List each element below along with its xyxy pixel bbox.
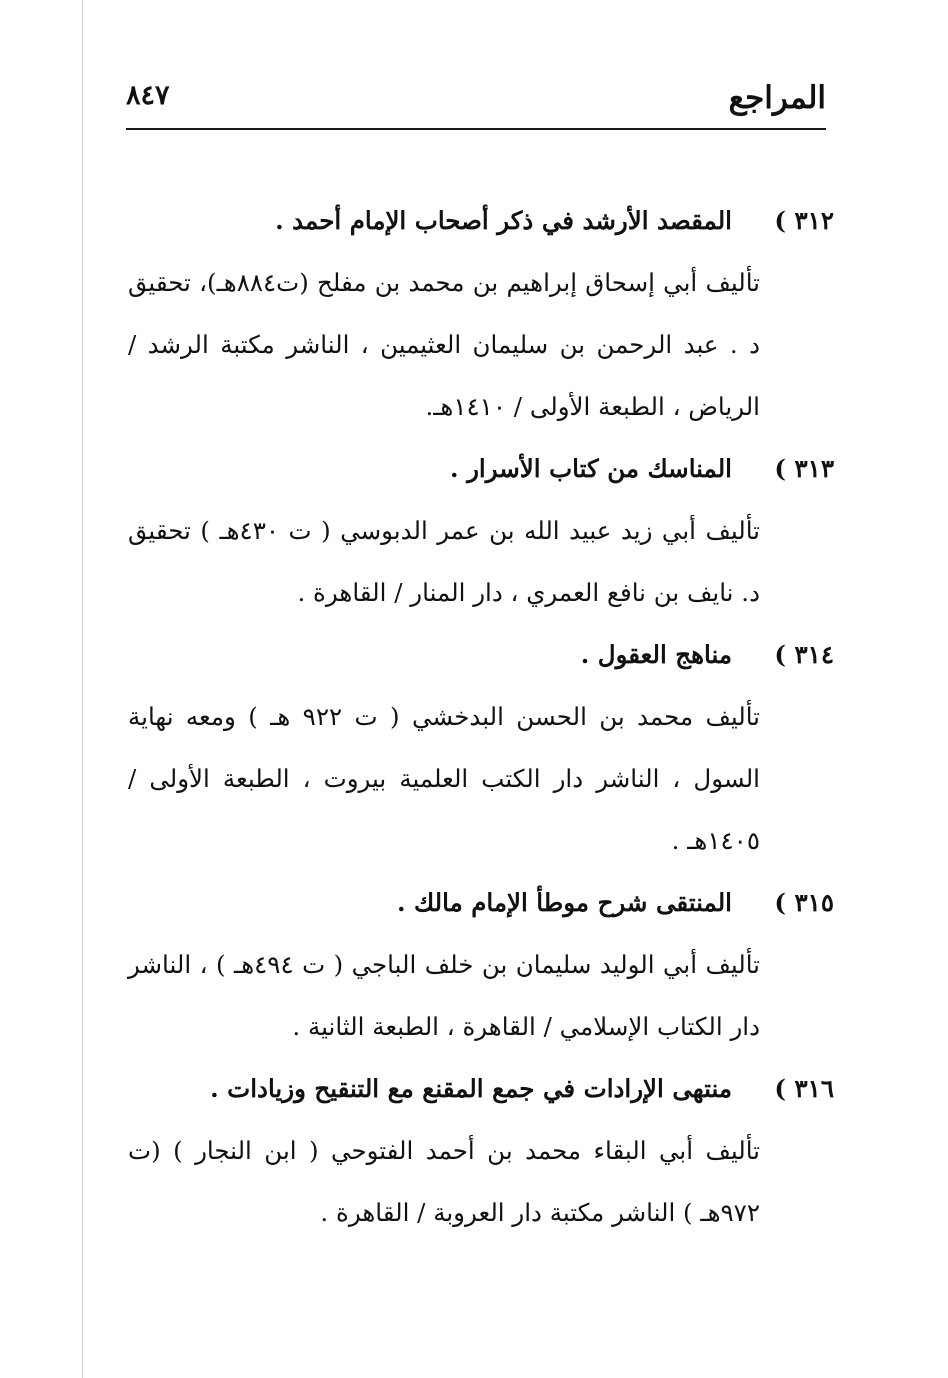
page-number: ٨٤٧ [126, 80, 170, 111]
reference-entry [128, 1058, 834, 1244]
entry-number: ٣١٤ ) [774, 640, 834, 669]
entry-title [128, 624, 834, 686]
entry-title [128, 872, 834, 934]
entry-title [128, 438, 834, 500]
reference-entry [128, 624, 834, 872]
entry-number: ٣١٢ ) [774, 206, 834, 235]
entry-title-text: مناهج العقول . [580, 640, 732, 669]
entry-title [128, 190, 834, 252]
running-title: المراجع [728, 80, 826, 116]
header-rule [126, 128, 826, 130]
reference-entry [128, 190, 834, 438]
entry-description: تأليف أبي إسحاق إبراهيم بن محمد بن مفلح (ت٨٨٤هـ)، تحقيق د . عبد الرحمن بن سليمان العثيمين ، الناشر مكتبة الرشد / الرياض ، الطبعة الأولى / ١٤١٠هـ. [128, 268, 760, 421]
references-list [128, 190, 834, 1244]
entry-description: تأليف محمد بن الحسن البدخشي ( ت ٩٢٢ هـ ) ومعه نهاية السول ، الناشر دار الكتب العلمية بيروت ، الطبعة الأولى / ١٤٠٥هـ . [128, 702, 760, 855]
entry-description: تأليف أبي البقاء محمد بن أحمد الفتوحي ( ابن النجار ) (ت ٩٧٢هـ ) الناشر مكتبة دار العروبة / القاهرة . [128, 1136, 760, 1227]
entry-number: ٣١٥ ) [774, 888, 834, 917]
entry-number: ٣١٦ ) [774, 1074, 834, 1103]
entry-title-text: المقصد الأرشد في ذكر أصحاب الإمام أحمد . [275, 206, 732, 235]
page-scan-edge [82, 0, 83, 1378]
page-header [126, 78, 826, 128]
entry-title [128, 1058, 834, 1120]
reference-entry [128, 872, 834, 1058]
entry-title-text: المنتقى شرح موطأ الإمام مالك . [396, 888, 732, 917]
reference-entry [128, 438, 834, 624]
entry-title-text: منتهى الإرادات في جمع المقنع مع التنقيح وزيادات . [210, 1074, 732, 1103]
entry-number: ٣١٣ ) [774, 454, 834, 483]
entry-title-text: المناسك من كتاب الأسرار . [450, 454, 732, 483]
entry-description: تأليف أبي الوليد سليمان بن خلف الباجي ( ت ٤٩٤هـ ) ، الناشر دار الكتاب الإسلامي / القاهرة ، الطبعة الثانية . [128, 950, 760, 1041]
entry-description: تأليف أبي زيد عبيد الله بن عمر الدبوسي ( ت ٤٣٠هـ ) تحقيق د. نايف بن نافع العمري ، دار المنار / القاهرة . [128, 516, 760, 607]
